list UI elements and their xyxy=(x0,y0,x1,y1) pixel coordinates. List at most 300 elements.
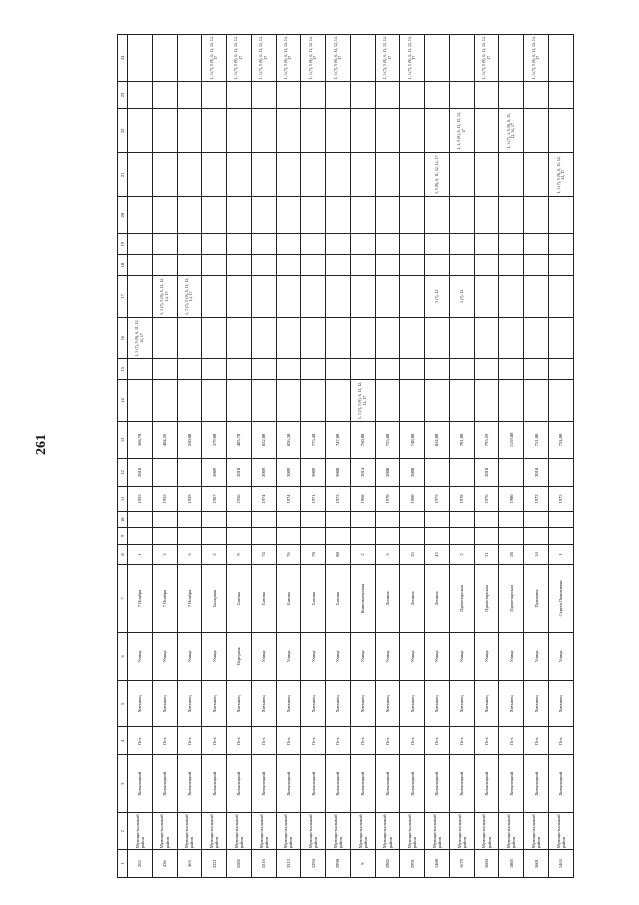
table-cell-col-11: 1975 xyxy=(425,486,450,511)
table-cell-col-5: Хотынец xyxy=(499,681,524,727)
table-cell-col-3: Хотынецкий xyxy=(474,755,499,813)
table-cell-col-23 xyxy=(549,81,574,109)
table-cell-col-20 xyxy=(474,197,499,234)
table-cell-col-10 xyxy=(326,512,351,528)
table-cell-col-1: 2991 xyxy=(400,850,425,878)
table-cell-col-6: Улица xyxy=(474,632,499,681)
table-cell-col-9 xyxy=(202,528,227,544)
table-cell-col-19 xyxy=(375,234,400,255)
table-cell-col-4: Пгт. xyxy=(375,727,400,755)
table-cell-col-11: 1970 xyxy=(375,486,400,511)
table-cell-col-21 xyxy=(251,153,276,197)
table-cell-col-9 xyxy=(227,528,252,544)
table-cell-col-5: Хотынец xyxy=(251,681,276,727)
table-cell-col-21 xyxy=(177,153,202,197)
table-cell-col-15 xyxy=(301,359,326,380)
table-cell-col-16 xyxy=(449,317,474,359)
column-number-17: 17 xyxy=(118,276,128,318)
table-cell-col-5: Хотынец xyxy=(227,681,252,727)
table-cell-col-7: Пролетарская xyxy=(499,565,524,632)
table-cell-col-4: Пгт. xyxy=(227,727,252,755)
table-cell-col-16 xyxy=(177,317,202,359)
table-cell-col-24: 1, 3 (7), 5 (9), 6, 11, 12, 14, 17 xyxy=(202,35,227,82)
table-cell-col-22 xyxy=(400,109,425,153)
table-cell-col-20 xyxy=(276,197,301,234)
table-cell-col-9 xyxy=(425,528,450,544)
table-cell-col-4: Пгт. xyxy=(549,727,574,755)
table-cell-col-1: 436 xyxy=(152,850,177,878)
table-cell-col-18 xyxy=(350,255,375,276)
table-cell-col-2: Муници-пальный район xyxy=(549,813,574,850)
table-cell-col-19 xyxy=(152,234,177,255)
table-cell-col-16 xyxy=(375,317,400,359)
table-row xyxy=(400,35,425,878)
column-number-15: 15 xyxy=(118,359,128,380)
table-cell-col-6: Улица xyxy=(524,632,549,681)
table-cell-col-15 xyxy=(152,359,177,380)
table-cell-col-17 xyxy=(400,276,425,318)
table-cell-col-4: Пгт. xyxy=(499,727,524,755)
table-cell-col-1: 1463 xyxy=(549,850,574,878)
table-cell-col-7: 7 Ноября xyxy=(177,565,202,632)
table-cell-col-18 xyxy=(425,255,450,276)
table-cell-col-15 xyxy=(128,359,153,380)
table-cell-col-3: Хотынецкий xyxy=(549,755,574,813)
table-row xyxy=(276,35,301,878)
table-row xyxy=(326,35,351,878)
table-row xyxy=(499,35,524,878)
table-cell-col-1: 265 xyxy=(128,850,153,878)
table-cell-col-2: Муници-пальный район xyxy=(251,813,276,850)
table-cell-col-24: 1, 3 (7), 5 (9), 6, 11, 12, 14, 17 xyxy=(251,35,276,82)
table-cell-col-7: Батова xyxy=(276,565,301,632)
table-cell-col-10 xyxy=(350,512,375,528)
table-cell-col-13: 404,26 xyxy=(152,421,177,458)
table-cell-col-17 xyxy=(301,276,326,318)
table-cell-col-11: 1972 xyxy=(326,486,351,511)
column-number-23: 23 xyxy=(118,81,128,109)
table-cell-col-11: 1955 xyxy=(152,486,177,511)
table-cell-col-21 xyxy=(524,153,549,197)
table-cell-col-21 xyxy=(301,153,326,197)
table-cell-col-2: Муници-пальный район xyxy=(326,813,351,850)
table-cell-col-6: Улица xyxy=(326,632,351,681)
table-cell-col-1: 1679 xyxy=(449,850,474,878)
table-cell-col-16 xyxy=(524,317,549,359)
table-row xyxy=(177,35,202,878)
table-cell-col-16 xyxy=(326,317,351,359)
table-cell-col-13: 795,59 xyxy=(474,421,499,458)
table-cell-col-20 xyxy=(177,197,202,234)
table-cell-col-19 xyxy=(301,234,326,255)
table-cell-col-14 xyxy=(301,380,326,422)
table-cell-col-9 xyxy=(301,528,326,544)
table-cell-col-11: 1974 xyxy=(276,486,301,511)
table-cell-col-19 xyxy=(227,234,252,255)
table-cell-col-4: Пгт. xyxy=(276,727,301,755)
table-cell-col-14 xyxy=(128,380,153,422)
table-cell-col-2: Муници-пальный район xyxy=(227,813,252,850)
table-cell-col-23 xyxy=(251,81,276,109)
table-row xyxy=(227,35,252,878)
table-cell-col-24: 1, 3 (7), 5 (9), 6, 11, 12, 14, 17 xyxy=(400,35,425,82)
table-cell-col-14 xyxy=(152,380,177,422)
table-cell-col-15 xyxy=(227,359,252,380)
table-cell-col-22: 1, 3 (7), 4, 5 (9), 6, 11, 12, 14, 17 xyxy=(499,109,524,153)
table-cell-col-11: 1960 xyxy=(400,486,425,511)
table-cell-col-15 xyxy=(499,359,524,380)
table-cell-col-18 xyxy=(152,255,177,276)
table-cell-col-13: 747,00 xyxy=(326,421,351,458)
column-number-10: 10 xyxy=(118,512,128,528)
table-cell-col-5: Хотынец xyxy=(474,681,499,727)
table-cell-col-11: 1976 xyxy=(474,486,499,511)
table-cell-col-22 xyxy=(524,109,549,153)
table-cell-col-3: Хотынецкий xyxy=(400,755,425,813)
table-cell-col-13: 775,40 xyxy=(301,421,326,458)
table-cell-col-2: Муници-пальный район xyxy=(499,813,524,850)
table-cell-col-23 xyxy=(326,81,351,109)
table-cell-col-21 xyxy=(400,153,425,197)
table-cell-col-8: 25 xyxy=(400,544,425,565)
column-number-22: 22 xyxy=(118,109,128,153)
table-cell-col-2: Муници-пальный район xyxy=(152,813,177,850)
table-cell-col-18 xyxy=(276,255,301,276)
table-cell-col-4: Пгт. xyxy=(128,727,153,755)
table-cell-col-6: Улица xyxy=(152,632,177,681)
table-cell-col-5: Хотынец xyxy=(549,681,574,727)
table-cell-col-16 xyxy=(276,317,301,359)
table-cell-col-6: Улица xyxy=(425,632,450,681)
table-cell-col-5: Хотынец xyxy=(202,681,227,727)
table-cell-col-22: 1, 4, 5 (9), 6, 11, 12, 14, 17 xyxy=(449,109,474,153)
table-cell-col-2: Муници-пальный район xyxy=(474,813,499,850)
table-cell-col-24: 1, 3 (7), 5 (9), 6, 11, 12, 14, 17 xyxy=(326,35,351,82)
table-row xyxy=(549,35,574,878)
table-cell-col-12: 2018 xyxy=(128,458,153,486)
table-cell-col-9 xyxy=(326,528,351,544)
table-cell-col-10 xyxy=(152,512,177,528)
table-cell-col-8: 3 xyxy=(152,544,177,565)
table-cell-col-19 xyxy=(350,234,375,255)
table-cell-col-15 xyxy=(326,359,351,380)
table-cell-col-1: 1805 xyxy=(499,850,524,878)
table-cell-col-16 xyxy=(350,317,375,359)
table-cell-col-17: 3 (7), 14 xyxy=(425,276,450,318)
table-cell-col-4: Пгт. xyxy=(350,727,375,755)
table-cell-col-21 xyxy=(202,153,227,197)
table-row xyxy=(524,35,549,878)
table-cell-col-4: Пгт. xyxy=(177,727,202,755)
table-cell-col-21 xyxy=(128,153,153,197)
table-cell-col-22 xyxy=(227,109,252,153)
table-cell-col-3: Хотынецкий xyxy=(251,755,276,813)
column-number-7: 7 xyxy=(118,565,128,632)
table-cell-col-18 xyxy=(549,255,574,276)
table-cell-col-13: 725,00 xyxy=(375,421,400,458)
table-cell-col-1: 3316 xyxy=(251,850,276,878)
table-cell-col-14 xyxy=(276,380,301,422)
table-cell-col-10 xyxy=(425,512,450,528)
table-cell-col-18 xyxy=(128,255,153,276)
table-cell-col-22 xyxy=(128,109,153,153)
table-cell-col-19 xyxy=(400,234,425,255)
table-cell-col-14 xyxy=(202,380,227,422)
table-cell-col-10 xyxy=(128,512,153,528)
table-cell-col-4: Пгт. xyxy=(326,727,351,755)
table-cell-col-23 xyxy=(128,81,153,109)
table-cell-col-16 xyxy=(425,317,450,359)
table-cell-col-15 xyxy=(474,359,499,380)
table-cell-col-8: 74 xyxy=(251,544,276,565)
table-cell-col-11: 1978 xyxy=(449,486,474,511)
table-cell-col-10 xyxy=(202,512,227,528)
table-row xyxy=(350,35,375,878)
table-cell-col-5: Хотынец xyxy=(276,681,301,727)
table-cell-col-7: 7 Ноября xyxy=(152,565,177,632)
table-cell-col-3: Хотынецкий xyxy=(152,755,177,813)
table-cell-col-18 xyxy=(251,255,276,276)
table-cell-col-10 xyxy=(301,512,326,528)
table-cell-col-8: 1 xyxy=(549,544,574,565)
table-cell-col-24 xyxy=(499,35,524,82)
column-number-11: 11 xyxy=(118,486,128,511)
table-cell-col-4: Пгт. xyxy=(202,727,227,755)
table-cell-col-13: 724,00 xyxy=(549,421,574,458)
table-cell-col-6: Улица xyxy=(276,632,301,681)
table-cell-col-8: 9 xyxy=(227,544,252,565)
table-cell-col-15 xyxy=(400,359,425,380)
table-row xyxy=(449,35,474,878)
table-cell-col-16 xyxy=(202,317,227,359)
table-cell-col-1: 2982 xyxy=(375,850,400,878)
table-cell-col-13: 751,00 xyxy=(524,421,549,458)
table-cell-col-14 xyxy=(474,380,499,422)
table-cell-col-11: 1972 xyxy=(524,486,549,511)
column-number-19: 19 xyxy=(118,234,128,255)
table-cell-col-6: Улица xyxy=(251,632,276,681)
table-cell-col-19 xyxy=(251,234,276,255)
table-cell-col-21 xyxy=(499,153,524,197)
table-cell-col-9 xyxy=(499,528,524,544)
table-cell-col-18 xyxy=(301,255,326,276)
table-cell-col-17 xyxy=(499,276,524,318)
table-cell-col-18 xyxy=(202,255,227,276)
table-cell-col-24 xyxy=(152,35,177,82)
table-row xyxy=(375,35,400,878)
table-cell-col-17 xyxy=(549,276,574,318)
table-cell-col-20 xyxy=(375,197,400,234)
column-number-row xyxy=(118,35,128,878)
table-cell-col-2: Муници-пальный район xyxy=(425,813,450,850)
table-cell-col-13: 832,00 xyxy=(251,421,276,458)
column-number-3: 3 xyxy=(118,755,128,813)
table-cell-col-9 xyxy=(400,528,425,544)
table-cell-col-16 xyxy=(549,317,574,359)
table-cell-col-11: 1955 xyxy=(128,486,153,511)
table-cell-col-12: 2010 xyxy=(227,458,252,486)
table-cell-col-9 xyxy=(549,528,574,544)
column-number-8: 8 xyxy=(118,544,128,565)
table-cell-col-11: 1967 xyxy=(202,486,227,511)
table-cell-col-22 xyxy=(276,109,301,153)
table-cell-col-9 xyxy=(350,528,375,544)
table-cell-col-21 xyxy=(276,153,301,197)
table-cell-col-5: Хотынец xyxy=(128,681,153,727)
table-cell-col-3: Хотынецкий xyxy=(350,755,375,813)
table-row xyxy=(251,35,276,878)
table-cell-col-20 xyxy=(227,197,252,234)
table-cell-col-7: Пролетарская xyxy=(449,565,474,632)
table-cell-col-5: Хотынец xyxy=(400,681,425,727)
table-cell-col-3: Хотынецкий xyxy=(449,755,474,813)
table-cell-col-7: Ленина xyxy=(425,565,450,632)
table-row xyxy=(425,35,450,878)
table-cell-col-9 xyxy=(276,528,301,544)
table-cell-col-18 xyxy=(499,255,524,276)
table-cell-col-24 xyxy=(350,35,375,82)
table-cell-col-7: Пушкина xyxy=(524,565,549,632)
table-cell-col-15 xyxy=(375,359,400,380)
table-cell-col-10 xyxy=(449,512,474,528)
table-cell-col-13: 826,30 xyxy=(276,421,301,458)
table-cell-col-24: 1, 3 (7), 5 (9), 6, 11, 12, 14, 17 xyxy=(474,35,499,82)
table-cell-col-6: Улица xyxy=(202,632,227,681)
table-cell-col-22 xyxy=(425,109,450,153)
table-cell-col-22 xyxy=(152,109,177,153)
table-cell-col-21 xyxy=(350,153,375,197)
table-cell-col-20 xyxy=(449,197,474,234)
table-cell-col-12 xyxy=(152,458,177,486)
table-cell-col-19 xyxy=(499,234,524,255)
table-cell-col-12 xyxy=(425,458,450,486)
table-cell-col-14 xyxy=(549,380,574,422)
table-cell-col-10 xyxy=(549,512,574,528)
table-cell-col-4: Пгт. xyxy=(251,727,276,755)
table-cell-col-3: Хотынецкий xyxy=(177,755,202,813)
table-cell-col-21 xyxy=(474,153,499,197)
table-cell-col-14 xyxy=(227,380,252,422)
table-cell-col-8: 45 xyxy=(425,544,450,565)
table-cell-col-21 xyxy=(326,153,351,197)
table-cell-col-24: 1, 3 (7), 5 (9), 6, 11, 12, 14, 17 xyxy=(301,35,326,82)
table-cell-col-13: 834,00 xyxy=(425,421,450,458)
table-cell-col-16 xyxy=(227,317,252,359)
table-cell-col-23 xyxy=(474,81,499,109)
table-cell-col-4: Пгт. xyxy=(400,727,425,755)
table-cell-col-3: Хотынецкий xyxy=(227,755,252,813)
table-cell-col-7: Ленина xyxy=(375,565,400,632)
table-cell-col-8: 80 xyxy=(326,544,351,565)
table-cell-col-7: 7 Ноября xyxy=(128,565,153,632)
table-cell-col-12: 2009 xyxy=(276,458,301,486)
table-cell-col-6: Улица xyxy=(128,632,153,681)
table-cell-col-12: 2010 xyxy=(524,458,549,486)
table-cell-col-23 xyxy=(499,81,524,109)
table-cell-col-1: 3312 xyxy=(276,850,301,878)
table-cell-col-17 xyxy=(128,276,153,318)
table-cell-col-15 xyxy=(425,359,450,380)
table-cell-col-6: Улица xyxy=(449,632,474,681)
table-cell-col-1: 9 xyxy=(350,850,375,878)
table-cell-col-6: Улица xyxy=(375,632,400,681)
table-cell-col-13: 403,70 xyxy=(227,421,252,458)
table-cell-col-2: Муници-пальный район xyxy=(449,813,474,850)
table-cell-col-23 xyxy=(152,81,177,109)
column-number-13: 13 xyxy=(118,421,128,458)
table-cell-col-1: 3604 xyxy=(474,850,499,878)
table-cell-col-8: 21 xyxy=(474,544,499,565)
table-cell-col-11: 1959 xyxy=(177,486,202,511)
table-row xyxy=(152,35,177,878)
table-cell-col-20 xyxy=(549,197,574,234)
table-body xyxy=(128,35,574,878)
table-cell-col-17: 1, 3 (7), 5 (9), 6, 11, 12, 14, 17 xyxy=(177,276,202,318)
table-cell-col-12 xyxy=(449,458,474,486)
table-cell-col-7: Пролетарская xyxy=(474,565,499,632)
table-cell-col-15 xyxy=(177,359,202,380)
table-cell-col-13: 760,00 xyxy=(350,421,375,458)
table-cell-col-8: 2 xyxy=(202,544,227,565)
table-cell-col-24 xyxy=(549,35,574,82)
table-cell-col-14 xyxy=(375,380,400,422)
table-row xyxy=(202,35,227,878)
table-cell-col-12 xyxy=(549,458,574,486)
table-cell-col-14 xyxy=(400,380,425,422)
table-row xyxy=(301,35,326,878)
table-cell-col-5: Хотынец xyxy=(375,681,400,727)
table-cell-col-13: 748,00 xyxy=(400,421,425,458)
table-cell-col-23 xyxy=(350,81,375,109)
table-cell-col-1: 463 xyxy=(177,850,202,878)
column-number-12: 12 xyxy=(118,458,128,486)
table-cell-col-21 xyxy=(227,153,252,197)
table-cell-col-2: Муници-пальный район xyxy=(524,813,549,850)
table-cell-col-22 xyxy=(177,109,202,153)
table-cell-col-24: 1, 3 (7), 5 (9), 6, 11, 12, 14, 17 xyxy=(375,35,400,82)
table-cell-col-6: Улица xyxy=(350,632,375,681)
table-cell-col-3: Хотынецкий xyxy=(301,755,326,813)
table-cell-col-5: Хотынец xyxy=(177,681,202,727)
table-cell-col-13: 701,00 xyxy=(449,421,474,458)
table-cell-col-8: 14 xyxy=(524,544,549,565)
table-cell-col-15 xyxy=(276,359,301,380)
table-cell-col-22 xyxy=(202,109,227,153)
table-cell-col-7: Комсомольская xyxy=(350,565,375,632)
register-table-wrapper xyxy=(117,34,574,878)
table-cell-col-1: 3221 xyxy=(202,850,227,878)
table-cell-col-17: 1, 3 (7), 5 (9), 6, 11, 12, 14, 17 xyxy=(152,276,177,318)
table-cell-col-10 xyxy=(524,512,549,528)
table-cell-col-19 xyxy=(425,234,450,255)
table-cell-col-20 xyxy=(400,197,425,234)
table-cell-col-6: Улица xyxy=(177,632,202,681)
table-cell-col-20 xyxy=(524,197,549,234)
table-cell-col-10 xyxy=(251,512,276,528)
table-cell-col-18 xyxy=(326,255,351,276)
table-cell-col-18 xyxy=(227,255,252,276)
table-cell-col-24 xyxy=(128,35,153,82)
table-cell-col-14 xyxy=(499,380,524,422)
page-number: 261 xyxy=(34,434,49,455)
table-cell-col-17 xyxy=(251,276,276,318)
table-cell-col-9 xyxy=(177,528,202,544)
table-cell-col-6: Улица xyxy=(549,632,574,681)
table-cell-col-18 xyxy=(177,255,202,276)
table-cell-col-2: Муници-пальный район xyxy=(375,813,400,850)
table-cell-col-4: Пгт. xyxy=(474,727,499,755)
table-cell-col-3: Хотынецкий xyxy=(375,755,400,813)
